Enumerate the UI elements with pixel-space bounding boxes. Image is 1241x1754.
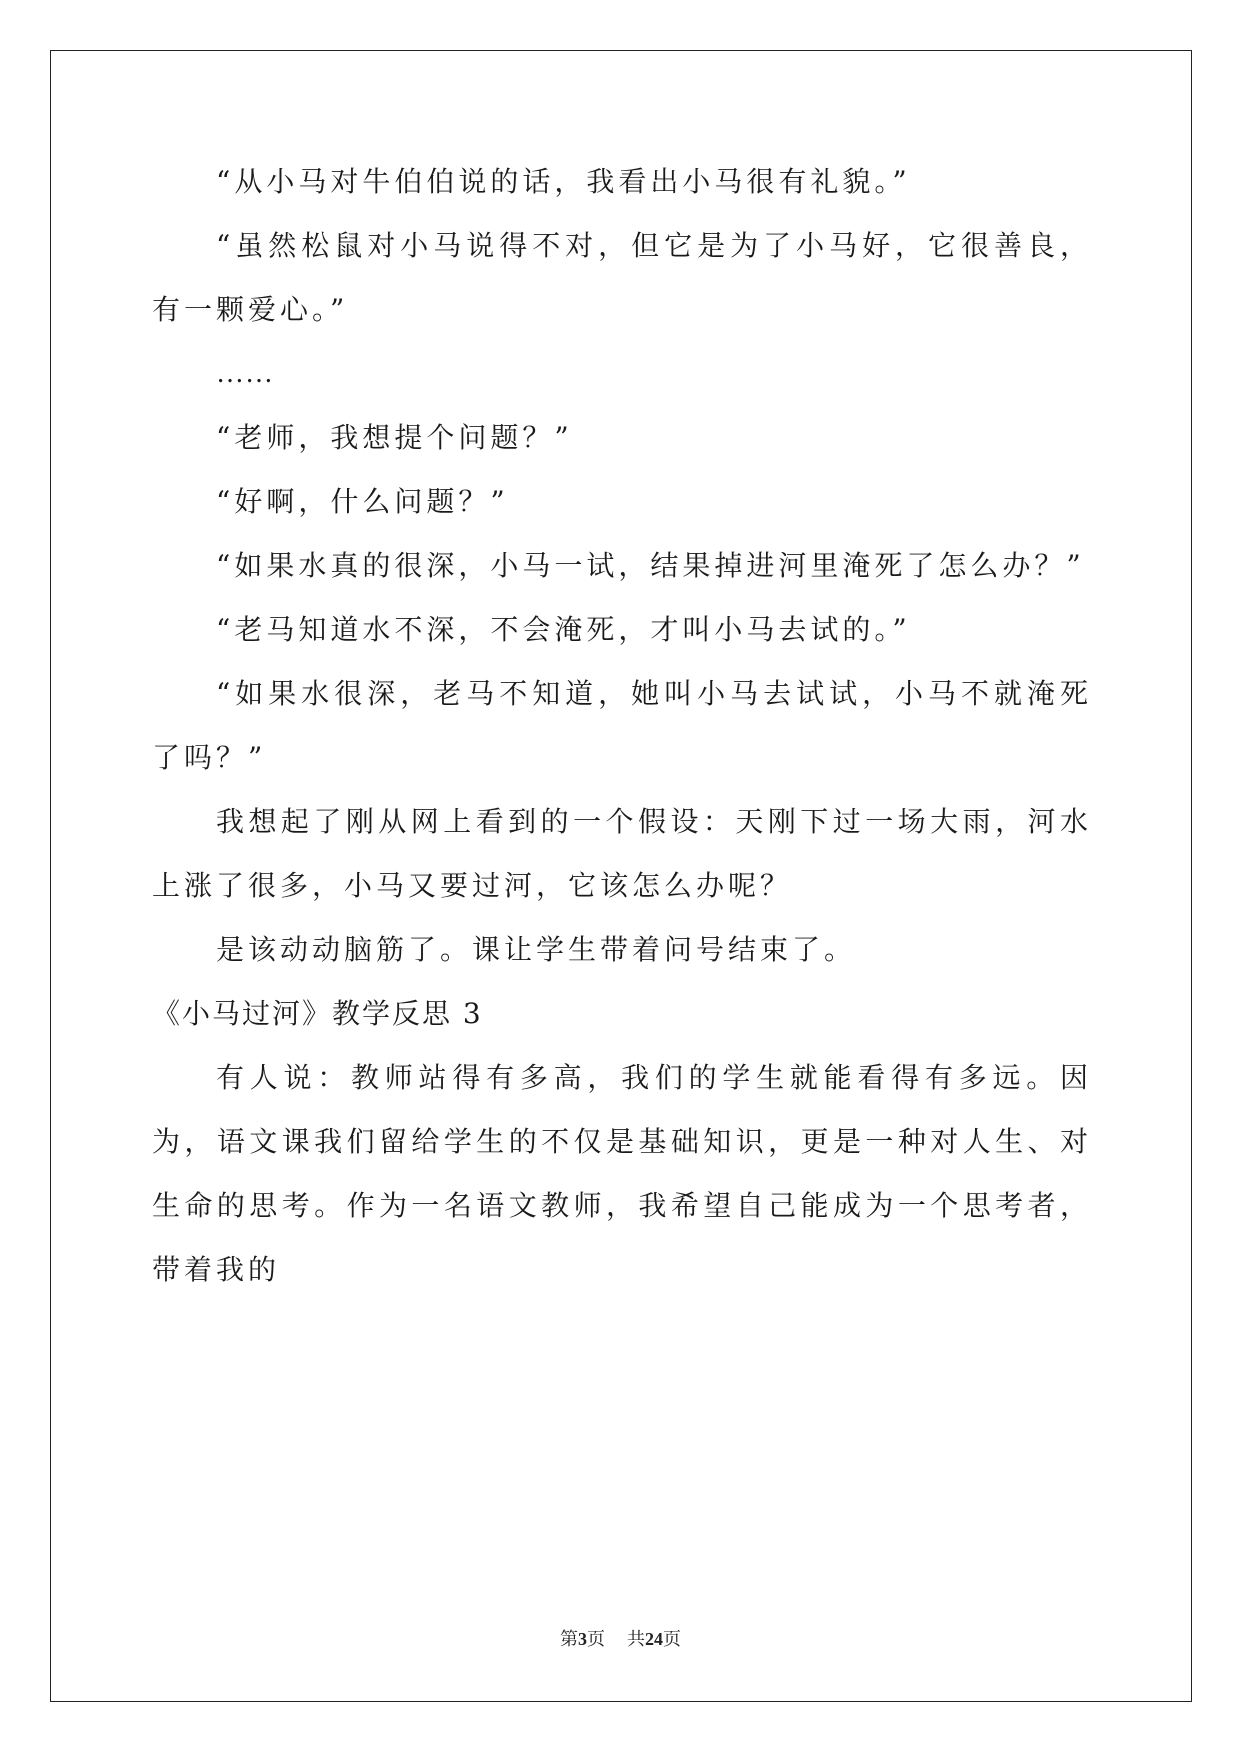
paragraph: “老师，我想提个问题？” xyxy=(216,421,573,454)
ellipsis: …… xyxy=(216,358,274,389)
page-footer xyxy=(0,1625,1241,1651)
section-heading: 《小马过河》教学反思 3 xyxy=(152,997,483,1030)
paragraph: 是该动动脑筋了。课让学生带着问号结束了。 xyxy=(216,933,857,966)
page-label-suffix: 页 xyxy=(587,1629,605,1650)
paragraph: “老马知道水不深，不会淹死，才叫小马去试的。” xyxy=(216,613,911,646)
page-number: 3 xyxy=(578,1629,587,1649)
total-label-prefix: 共 xyxy=(627,1629,645,1650)
paragraph: “如果水真的很深，小马一试，结果掉进河里淹死了怎么办？” xyxy=(216,549,1085,582)
paragraph: “好啊，什么问题？” xyxy=(216,485,509,518)
page-label-prefix: 第 xyxy=(560,1629,578,1650)
total-label-suffix: 页 xyxy=(663,1629,681,1650)
paragraph: 有人说：教师站得有多高，我们的学生就能看得有多远。因为，语文课我们留给学生的不仅是基础知识，更是一种对人生、对生命的思考。作为一名语文教师，我希望自己能成为一个思考者，带着我的 xyxy=(152,1061,1092,1286)
paragraph: 我想起了刚从网上看到的一个假设：天刚下过一场大雨，河水上涨了很多，小马又要过河，它该怎么办呢？ xyxy=(152,805,1092,902)
paragraph: “如果水很深，老马不知道，她叫小马去试试，小马不就淹死了吗？” xyxy=(152,677,1092,774)
document-body xyxy=(152,150,1092,1302)
paragraph: “虽然松鼠对小马说得不对，但它是为了小马好，它很善良，有一颗爱心。” xyxy=(152,229,1092,326)
total-pages: 24 xyxy=(645,1629,663,1649)
paragraph: “从小马对牛伯伯说的话，我看出小马很有礼貌。” xyxy=(216,165,911,198)
